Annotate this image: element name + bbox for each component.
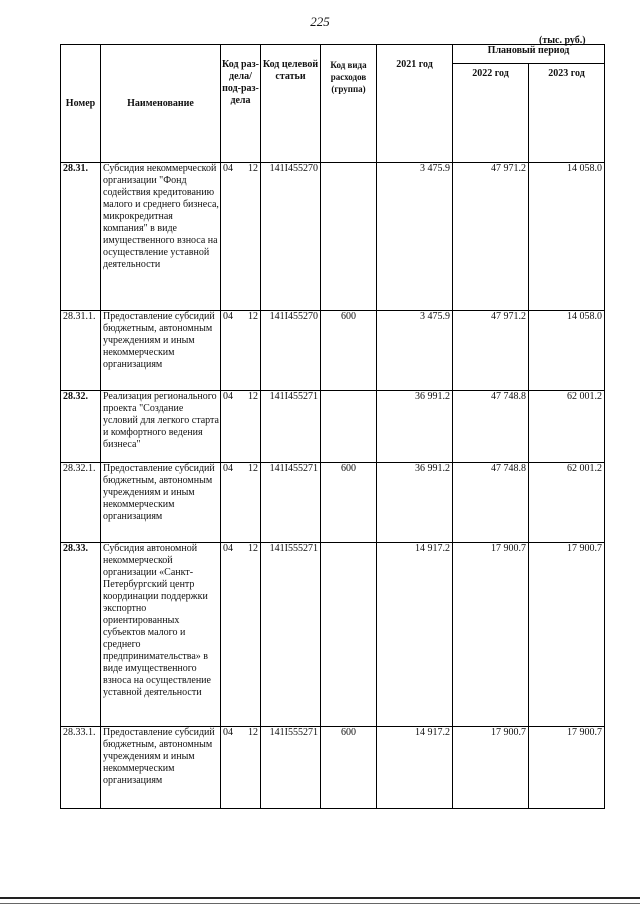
row-name: Предоставление субсидий бюджетным, автономным учреждениям и иным некоммерческим организациям [101,727,221,809]
table-row [61,163,605,311]
row-2022: 47 971.2 [453,163,529,311]
row-2021: 14 917.2 [377,727,453,809]
row-2021: 3 475.9 [377,163,453,311]
table-row [61,463,605,543]
row-2023: 17 900.7 [529,727,605,809]
row-2022: 47 748.8 [453,463,529,543]
row-section-code: 04 [223,543,233,554]
row-name: Предоставление субсидий бюджетным, автономным учреждениям и иным некоммерческим организациям [101,463,221,543]
row-2022: 17 900.7 [453,727,529,809]
row-target: 141I455271 [261,463,321,543]
row-target: 141I455270 [261,163,321,311]
row-2021: 14 917.2 [377,543,453,727]
row-name: Субсидия некоммерческой организации "Фонд содействия кредитованию малого и среднего бизнеса, микрокредитная компания" в виде имущественного взноса на осуществление уставной деятельности [101,163,221,311]
row-section-code: 04 [223,463,233,474]
row-number: 28.32. [61,391,101,463]
row-subsection-code: 12 [248,463,258,474]
row-2023: 14 058.0 [529,163,605,311]
units-label: (тыс. руб.) [539,35,586,46]
header-2022: 2022 год [453,64,529,163]
row-subsection-code: 12 [248,543,258,554]
row-section-code: 04 [223,163,233,174]
table-row [61,311,605,391]
row-number: 28.31. [61,163,101,311]
row-2021: 36 991.2 [377,463,453,543]
row-expense [321,391,377,463]
header-section: Код раз-дела/ под-раз-дела [221,45,261,163]
header-plan-period: Плановый период [453,45,605,64]
row-number: 28.31.1. [61,311,101,391]
row-2023: 14 058.0 [529,311,605,391]
row-2022: 47 748.8 [453,391,529,463]
header-expense: Код вида расходов (группа) [321,45,377,163]
row-section-code: 04 [223,311,233,322]
row-section-code: 04 [223,391,233,402]
row-subsection-code: 12 [248,311,258,322]
header-target: Код целевой статьи [261,45,321,163]
row-target: 141I555271 [261,543,321,727]
header-2023: 2023 год [529,64,605,163]
page-number: 225 [310,14,330,29]
table-row [61,391,605,463]
row-expense [321,163,377,311]
header-2021: 2021 год [377,45,453,163]
budget-table [60,44,605,809]
row-expense: 600 [321,463,377,543]
row-2023: 17 900.7 [529,543,605,727]
row-2022: 17 900.7 [453,543,529,727]
row-section [221,163,261,311]
row-subsection-code: 12 [248,727,258,738]
row-subsection-code: 12 [248,163,258,174]
row-expense [321,543,377,727]
row-target: 141I455270 [261,311,321,391]
row-2022: 47 971.2 [453,311,529,391]
row-section-code: 04 [223,727,233,738]
row-section [221,391,261,463]
row-number: 28.32.1. [61,463,101,543]
footer-line-thin [0,903,640,904]
row-target: 141I455271 [261,391,321,463]
row-2023: 62 001.2 [529,463,605,543]
row-expense: 600 [321,727,377,809]
row-section [221,543,261,727]
row-expense: 600 [321,311,377,391]
table-row [61,727,605,809]
header-number: Номер [61,45,101,163]
row-name: Реализация регионального проекта "Создание условий для легкого старта и комфортного ведения бизнеса" [101,391,221,463]
row-section [221,727,261,809]
footer-line [0,897,640,899]
row-number: 28.33.1. [61,727,101,809]
row-number: 28.33. [61,543,101,727]
row-2023: 62 001.2 [529,391,605,463]
row-section [221,463,261,543]
row-subsection-code: 12 [248,391,258,402]
row-name: Субсидия автономной некоммерческой организации «Санкт-Петербургский центр координации поддержки экспортно ориентированных субъектов малого и среднего предпринимательства» в виде имущественного взноса на осуществление уставной деятельности [101,543,221,727]
row-name: Предоставление субсидий бюджетным, автономным учреждениям и иным некоммерческим организациям [101,311,221,391]
row-section [221,311,261,391]
header-name: Наименование [101,45,221,163]
row-target: 141I555271 [261,727,321,809]
table-row [61,543,605,727]
row-2021: 3 475.9 [377,311,453,391]
row-2021: 36 991.2 [377,391,453,463]
